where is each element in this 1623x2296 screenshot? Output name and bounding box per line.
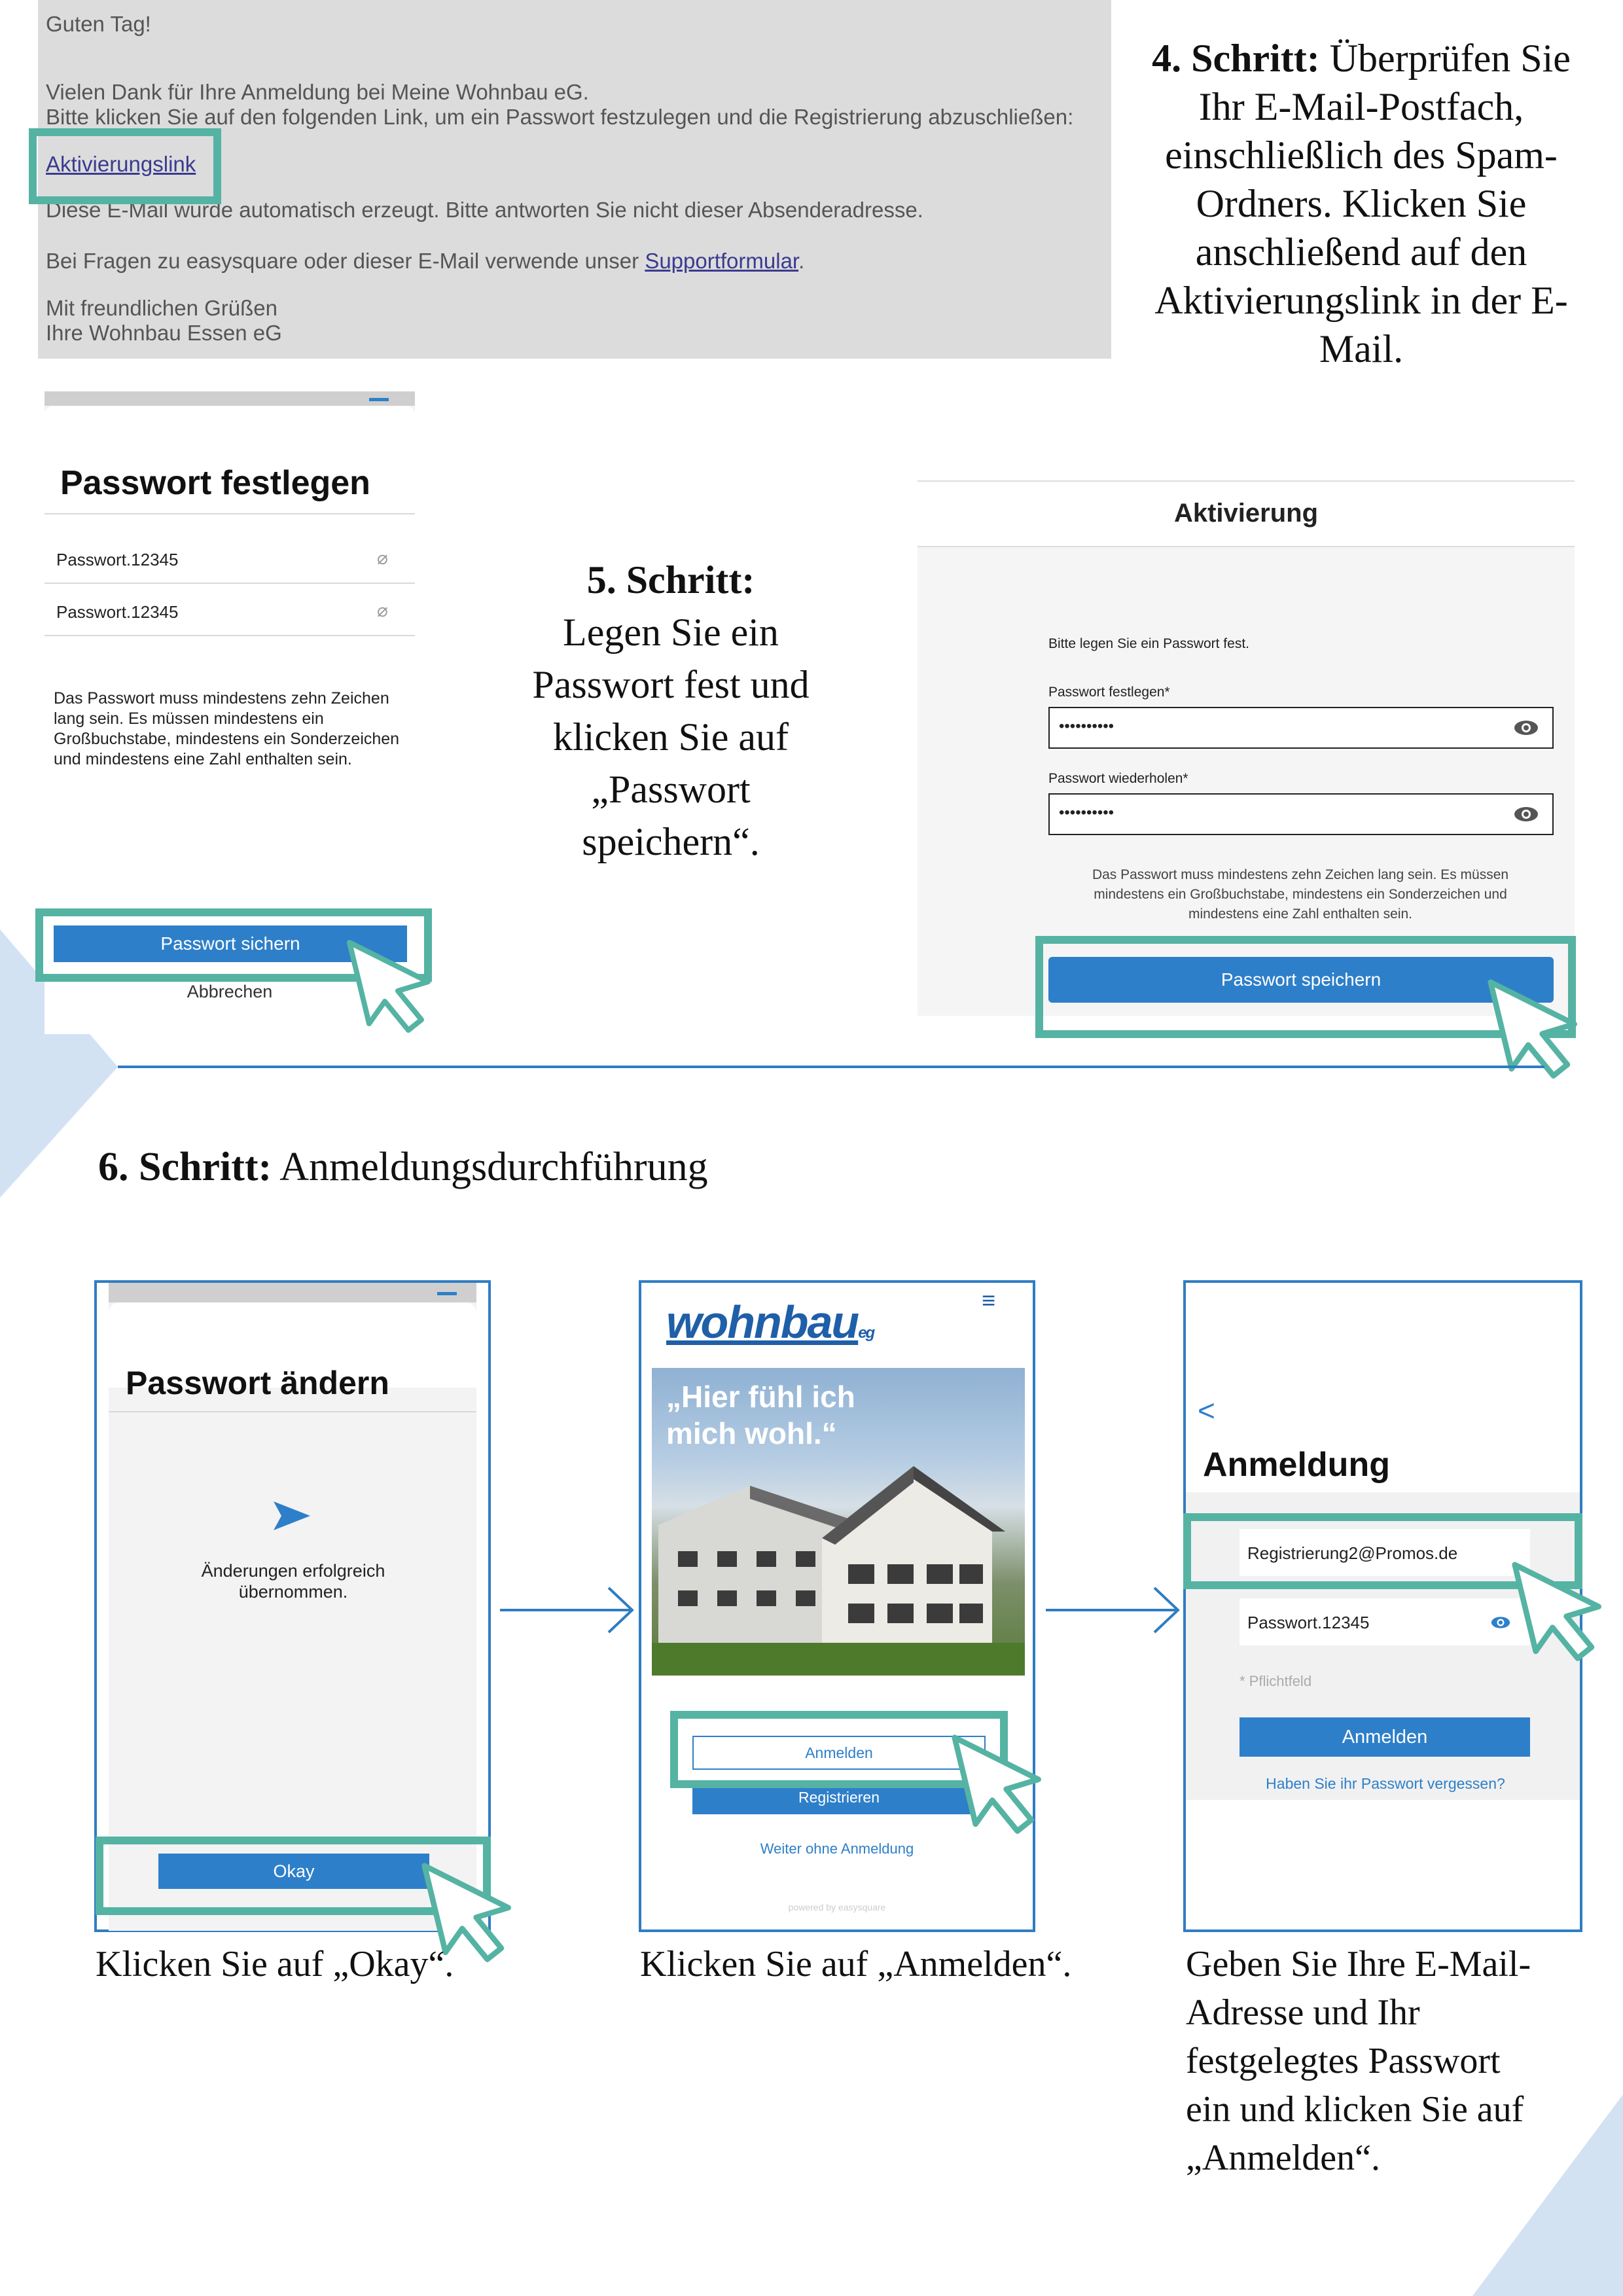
email-closing-1: Mit freundlichen Grüßen [46,296,277,320]
cursor-arrow-icon [343,936,441,1034]
divider [45,635,415,636]
email-support-prefix: Bei Fragen zu easysquare oder dieser E-Mail verwende unser [46,249,645,273]
password-input[interactable] [1240,1598,1530,1645]
cursor-arrow-icon [1508,1558,1613,1662]
password-set-input[interactable] [1048,707,1554,749]
save-password-button[interactable]: Passwort sichern [54,925,407,962]
email-value: Registrierung2@Promos.de [1247,1543,1458,1563]
email-line-1: Vielen Dank für Ihre Anmeldung bei Meine Wohnbau eG. [46,80,589,104]
support-form-link[interactable]: Supportformular [645,249,799,273]
password-repeat-value: •••••••••• [1059,804,1115,821]
change-password-title: Passwort ändern [126,1365,389,1401]
activation-intro: Bitte legen Sie ein Passwort fest. [1048,636,1249,651]
password-field-1[interactable]: Passwort.12345 [56,550,179,569]
phone-top-bar [109,1283,476,1302]
cancel-button[interactable]: Abbrechen [187,982,273,1001]
email-support-line [46,249,804,274]
password-set-value: •••••••••• [1059,717,1115,735]
paper-plane-icon [272,1499,312,1533]
email-auto-note: Diese E-Mail wurde automatisch erzeugt. Bitte antworten Sie nicht dieser Absenderadresse. [46,198,923,222]
email-line-2: Bitte klicken Sie auf den folgenden Link, um ein Passwort festzulegen und die Registrierung abzuschließen: [46,105,1074,129]
password-repeat-input[interactable] [1048,793,1554,835]
activation-link[interactable]: Aktivierungslink [46,152,196,176]
required-note: * Pflichtfeld [1240,1673,1312,1689]
email-greeting: Guten Tag! [46,12,151,36]
logo-suffix: eg [858,1324,874,1342]
password-hint: Das Passwort muss mindestens zehn Zeichen lang sein. Es müssen mindestens ein Großbuchstabe, mindestens ein Sonderzeichen und mindestens eine Zahl enthalten sein. [54,689,400,768]
step-5-body: Legen Sie ein Passwort fest und klicken Sie auf „Passwort speichern“. [532,611,810,863]
step-4-body: Überprüfen Sie Ihr E-Mail-Postfach, einschließlich des Spam-Ordners. Klicken Sie anschließend auf den Aktivierungslink in der E-Mail. [1154,37,1571,370]
okay-button[interactable]: Okay [158,1854,429,1889]
phone-2-caption: Klicken Sie auf „Anmelden“. [640,1944,1072,1984]
step-4-text [1126,34,1597,373]
password-value: Passwort.12345 [1247,1613,1370,1632]
back-chevron-icon[interactable]: < [1198,1393,1215,1427]
header-rule [918,546,1575,547]
phone-top-bar [45,391,415,406]
email-closing-2: Ihre Wohnbau Essen eG [46,321,282,345]
step-6-heading [98,1144,708,1191]
phone-frame-1 [94,1280,491,1932]
hero-slogan: „Hier fühl ich mich wohl.“ [666,1380,855,1450]
password-field-2[interactable]: Passwort.12345 [56,602,179,622]
logo-text: wohnbau [666,1297,859,1348]
set-password-title: Passwort festlegen [60,464,370,502]
hero-image [652,1368,1025,1676]
activation-hint: Das Passwort muss mindestens zehn Zeichen lang sein. Es müssen mindestens ein Großbuchstabe, mindestens ein Sonderzeichen und mindestens eine Zahl enthalten sein. [1092,867,1509,922]
password-repeat-label: Passwort wiederholen* [1048,771,1188,786]
eye-icon[interactable] [1513,805,1539,823]
step-5-text [481,554,861,868]
menu-icon [369,398,389,401]
divider [45,513,415,514]
forgot-password-link[interactable]: Haben Sie ihr Passwort vergessen? [1266,1775,1505,1792]
activation-title: Aktivierung [1173,499,1319,528]
email-support-suffix: . [798,249,805,273]
phone-3-caption: Geben Sie Ihre E-Mail-Adresse und Ihr festgelegtes Passwort ein und klicken Sie auf „Anmelden“. [1186,1944,1531,2178]
save-password-web-button[interactable]: Passwort speichern [1048,957,1554,1003]
phone-1-caption: Klicken Sie auf „Okay“. [96,1944,454,1984]
divider [109,1411,476,1412]
wohnbau-logo [666,1296,874,1348]
cursor-arrow-icon [948,1731,1052,1835]
login-title: Anmeldung [1203,1446,1390,1484]
hamburger-menu-icon[interactable]: ≡ [982,1287,996,1314]
powered-by: powered by easysquare [788,1902,886,1912]
divider [45,583,415,584]
menu-icon [437,1292,457,1295]
register-button[interactable]: Registrieren [692,1780,986,1814]
section-divider [118,1066,1544,1068]
step-5-label: 5. Schritt: [586,558,755,601]
eye-off-icon[interactable]: ⌀ [377,548,388,568]
step-6-body: Anmeldungsdurchführung [272,1145,708,1189]
eye-off-icon[interactable]: ⌀ [377,600,388,620]
eye-icon[interactable] [1513,719,1539,737]
password-set-label: Passwort festlegen* [1048,685,1170,700]
continue-without-login-link[interactable]: Weiter ohne Anmeldung [760,1840,914,1857]
login-submit-button[interactable]: Anmelden [1240,1717,1530,1757]
login-button[interactable]: Anmelden [692,1736,986,1770]
arrow-right-icon [1043,1584,1182,1636]
step-4-label: 4. Schritt: [1152,37,1320,80]
arrow-right-icon [497,1584,636,1636]
success-message: Änderungen erfolgreich übernommen. [201,1561,385,1602]
activation-link-highlight [29,128,221,204]
step-6-label: 6. Schritt: [98,1145,272,1189]
cursor-arrow-icon [1480,975,1592,1080]
